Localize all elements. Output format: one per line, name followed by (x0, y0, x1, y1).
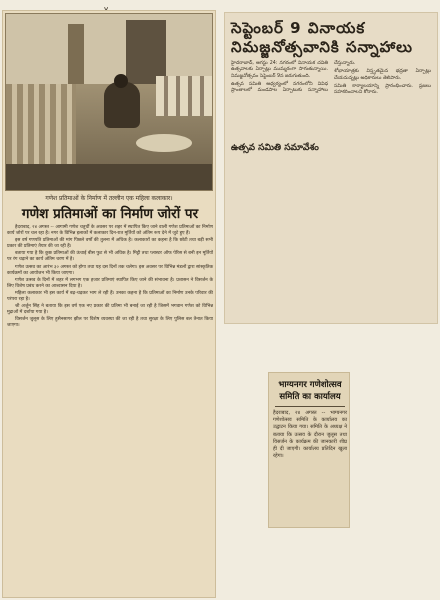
article-paragraph: गणेश उत्सव के दिनों में शहर में लगभग एक हजार प्रतिमाएं स्थापित किए जाने की संभावना है। प्रशासन ने विसर्जन के लिए विशेष प्रबंध करने का आश्वासन दिया है। (7, 277, 213, 289)
article-paragraph: बताया गया है कि कुछ प्रतिमाओं की ऊंचाई बीस फुट से भी अधिक है। मिट्टी तथा प्लास्टर ऑफ पेरिस से बनी इन मूर्तियों पर रंग चढ़ाने का कार्य अंतिम चरण में है। (7, 251, 213, 263)
article-paragraph: महिला कलाकार भी इस कार्य में बढ़-चढ़कर भाग ले रही हैं। उनका कहना है कि प्रतिमाओं का निर्माण उनके परिवार की परंपरा रहा है। (7, 290, 213, 303)
samiti-headline: भाग्यनगर गणेशोत्सव समिति का कार्यालय (278, 380, 342, 402)
article-photo (5, 13, 213, 191)
telugu-paragraph: శోభాయాత్రకు విస్తృతమైన భద్రతా ఏర్పాట్లు చేయనున్నట్లు అధికారులు తెలిపారు. (334, 69, 431, 81)
samiti-body: हैदराबाद, २४ अगस्त -- भाग्यनगर गणेशोत्सव समिति के कार्यालय का उद्घाटन किया गया। समिति के अध्यक्ष ने बताया कि उत्सव के दौरान जुलूस तथा विसर्जन के कार्यक्रम की जानकारी शीघ्र ही दी जाएगी। कार्यालय प्रतिदिन खुला रहेगा। (273, 410, 347, 460)
telugu-paragraph: సమితి కార్యాలయాన్ని ప్రారంభించారు. ప్రజలు సహకరించాలని కోరారు. (334, 83, 431, 96)
headline-divider (275, 406, 345, 407)
article-paragraph: इस वर्ष गणपति प्रतिमाओं की मांग पिछले वर्षों की तुलना में अधिक है। कलाकारों का कहना है कि छोटी तथा बड़ी सभी प्रकार की प्रतिमाएं तैयार की जा रही हैं। (7, 238, 213, 250)
article-paragraph: हैदराबाद, २४ अगस्त -- आगामी गणेश चतुर्थी के अवसर पर शहर में स्थापित किए जाने वाली गणेश प्रतिमाओं का निर्माण कार्य जोरों पर चल रहा है। नगर के विभिन्न इलाकों में कलाकार दिन-रात मूर्तियों को अंतिम रूप देने में जुटे हुए हैं। (7, 225, 213, 237)
article-headline: गणेश प्रतिमाओं का निर्माण जोरों पर (21, 206, 199, 222)
photo-caption: गणेश प्रतिमाओं के निर्माण में तल्लीन एक महिला कलाकार। (45, 195, 173, 202)
telugu-article-clipping (224, 12, 438, 324)
article-paragraph: विसर्जन जुलूस के लिए हुसैनसागर झील पर विशेष व्यवस्था की जा रही है तथा सुरक्षा के लिए पुलिस बल तैनात किया जाएगा। (7, 317, 213, 329)
telugu-paragraph: ఉత్సవ సమితి ఆధ్వర్యంలో నగరంలోని వివిధ ప్రాంతాలలో మండపాల ఏర్పాటుకు సన్నాహాలు చేస్తున్నారు. (231, 61, 356, 94)
telugu-subheading: ఉత్సవ సమితి సమావేశం (231, 143, 319, 153)
telugu-paragraph: హైదరాబాద్, ఆగస్టు 24: నగరంలో వినాయక చవితి ఉత్సవాలకు ఏర్పాట్లు ముమ్మరంగా సాగుతున్నాయి. నిమజ్జనోత్సవం సెప్టెంబర్ 9న జరుగుతుంది. (231, 61, 328, 79)
article-paragraph: श्री अर्जुन सिंह ने बताया कि इस वर्ष एक नए प्रकार की प्रतिमा भी बनाई जा रही है जिसमें भगवान गणेश को विभिन्न मुद्राओं में दर्शाया गया है। (7, 304, 213, 316)
telugu-headline (231, 19, 437, 57)
telugu-headline-text: సెప్టెంబర్ 9 వినాయక నిమజ్జనోత్సవానికి సన్నాహాలు (231, 19, 413, 56)
article-body (7, 225, 213, 331)
hindi-article-clipping (2, 10, 216, 598)
article-paragraph: गणेश उत्सव का आरंभ ३० अगस्त को होगा तथा यह दस दिनों तक चलेगा। इस अवसर पर विभिन्न मंडलों द्वारा सांस्कृतिक कार्यक्रमों का आयोजन भी किया जाएगा। (7, 264, 213, 276)
telugu-body (231, 61, 431, 96)
samiti-office-clipping (268, 372, 350, 528)
